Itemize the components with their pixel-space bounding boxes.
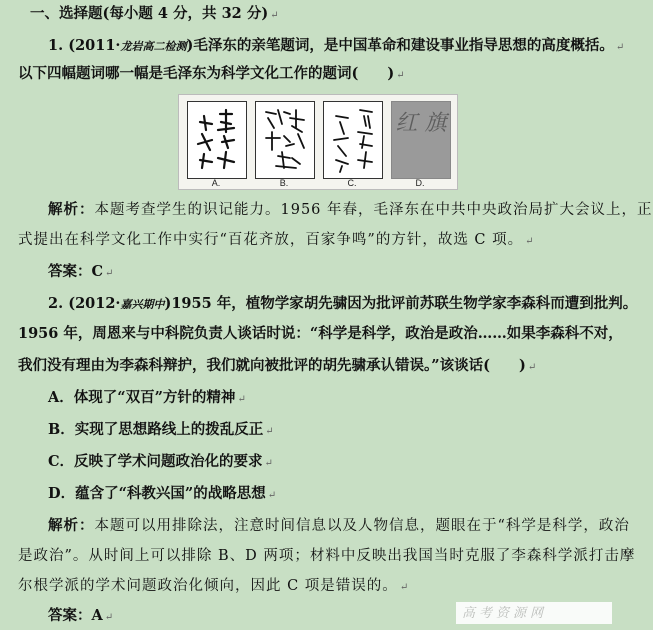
- q2-option-d: D．蕴含了“科教兴国”的战略思想 ↵: [48, 485, 277, 502]
- q1-analysis-line2: 式提出在科学文化工作中实行“百花齐放，百家争鸣”的方针，故选 C 项。 ↵: [18, 232, 535, 248]
- calligraphy-c-image: [323, 101, 383, 179]
- q1-analysis-line1: 解析：本题考查学生的识记能力。1956 年春，毛泽东在中共中央政治局扩大会议上，正: [48, 201, 653, 218]
- watermark: 高考资源网: [456, 602, 612, 624]
- q2-option-b: B．实现了思想路线上的拨乱反正 ↵: [48, 421, 274, 438]
- q2-analysis-line1: 解析：本题可以用排除法，注意时间信息以及人物信息，题眼在于“科学是科学，政治: [48, 517, 630, 534]
- calligraphy-a-image: [187, 101, 247, 179]
- q2-stem-line2: 1956 年，周恩来与中科院负责人谈话时说：“科学是科学，政治是政治……如果李森科不对，: [18, 325, 623, 342]
- calligraphy-d-image: [391, 101, 451, 179]
- q2-analysis-line2: 是政治”。从时间上可以排除 B、D 两项；材料中反映出我国当时克服了李森科学派打击摩: [18, 548, 636, 564]
- calligraphy-figure: [178, 94, 458, 190]
- section-title: 一、选择题(每小题 4 分，共 32 分) ↵: [30, 5, 279, 22]
- calligraphy-b-image: [255, 101, 315, 179]
- figure-label-c: C.: [347, 178, 357, 188]
- figure-label-d: D.: [415, 178, 425, 188]
- q2-answer: 答案：A ↵: [48, 607, 114, 624]
- q1-stem-line2: 以下四幅题词哪一幅是毛泽东为科学文化工作的题词( ) ↵: [18, 65, 405, 82]
- q2-analysis-line3: 尔根学派的学术问题政治化倾向，因此 C 项是错误的。 ↵: [18, 578, 410, 594]
- q2-option-c: C．反映了学术问题政治化的要求 ↵: [48, 453, 273, 470]
- q2-stem-line3: 我们没有理由为李森科辩护，我们就向被批评的胡先骕承认错误。”该谈话( ) ↵: [18, 357, 537, 374]
- q1-answer: 答案：C ↵: [48, 263, 114, 280]
- q2-option-a: A．体现了“双百”方针的精神 ↵: [48, 389, 246, 406]
- calligraphy-d-text: 红 旗: [395, 111, 447, 136]
- q2-stem-line1: 2. (2012·嘉兴期中)1955 年，植物学家胡先骕因为批评前苏联生物学家李森科而遭到批判。: [48, 295, 638, 312]
- q1-stem-line1: 1. (2011·龙岩高二检测)毛泽东的亲笔题词，是中国革命和建设事业指导思想的高度概括。 ↵: [48, 37, 625, 54]
- figure-label-a: A.: [211, 178, 221, 188]
- figure-label-b: B.: [279, 178, 289, 188]
